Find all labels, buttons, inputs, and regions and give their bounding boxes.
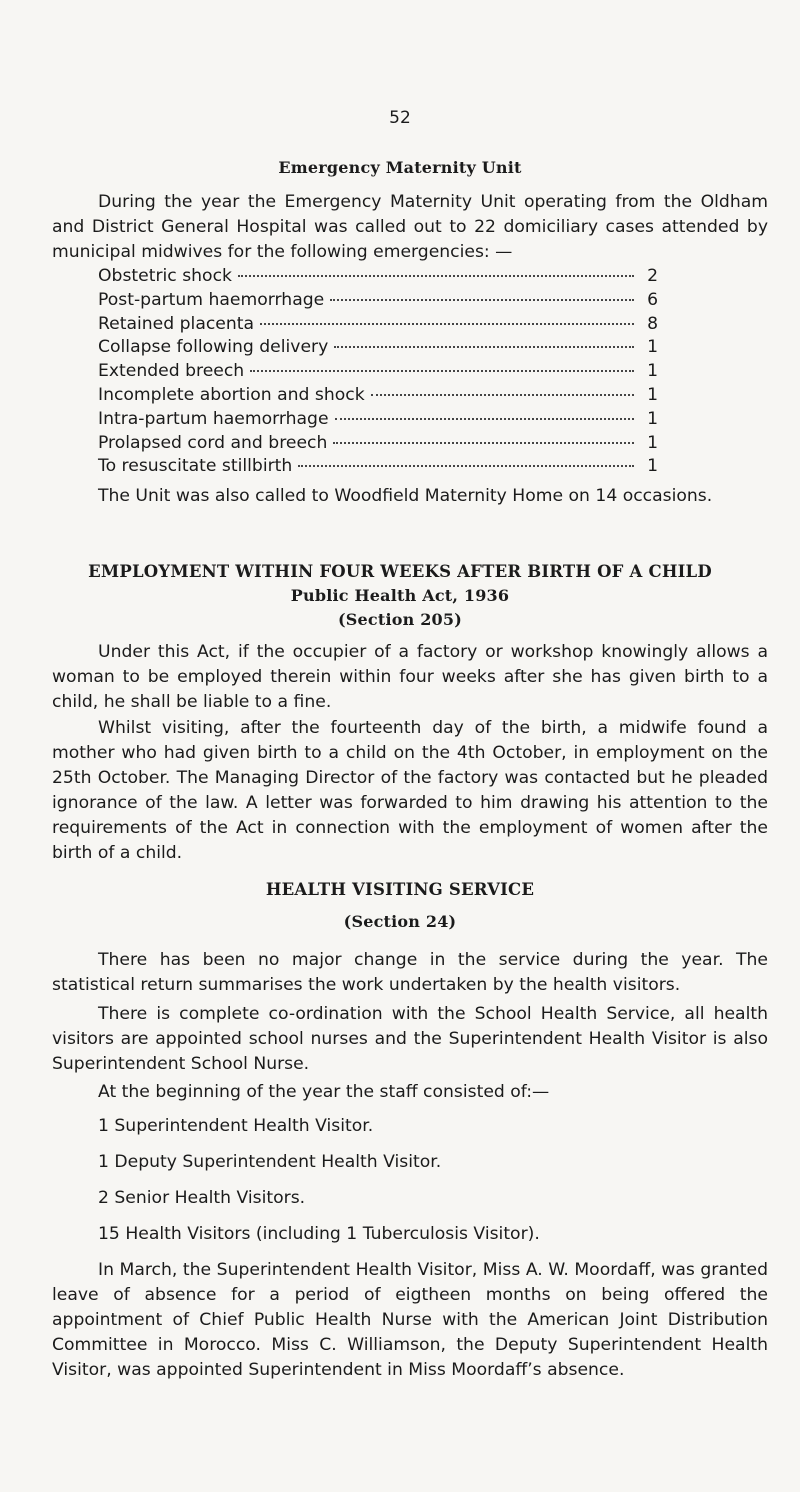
employment-para-1: Under this Act, if the occupier of a factory or workshop knowingly allows a woman to be employed therein within four weeks after she has given birth to a child, he shall be liable to a fine. <box>52 642 768 712</box>
list-item: Post-partum haemorrhage 6 <box>98 289 658 310</box>
hv-para-1: There has been no major change in the service during the year. The statistical return summarises the work undertaken by the health visitors. <box>52 950 768 995</box>
list-item: Prolapsed cord and breech 1 <box>98 432 658 453</box>
employment-heading: EMPLOYMENT WITHIN FOUR WEEKS AFTER BIRTH OF A CHILD <box>88 562 712 581</box>
page-number: 52 <box>389 108 411 128</box>
list-item: Incomplete abortion and shock 1 <box>98 384 658 405</box>
emu-intro: During the year the Emergency Maternity Unit operating from the Oldham and District General Hospital was called out to 22 domiciliary cases attended by municipal midwives for the following emergencies: — <box>52 192 768 262</box>
hv-para-2: There is complete co-ordination with the School Health Service, all health visitors are appointed school nurses and the Superintendent Health Visitor is also Superintendent School Nurse. <box>52 1004 768 1074</box>
health-visiting-section: (Section 24) <box>343 912 457 931</box>
list-item: Obstetric shock 2 <box>98 266 658 286</box>
emu-closing: The Unit was also called to Woodfield Maternity Home on 14 occasions. <box>98 486 713 506</box>
staff-item: 1 Deputy Superintendent Health Visitor. <box>98 1152 442 1172</box>
list-item: Extended breech 1 <box>98 361 658 382</box>
hv-para-4: In March, the Superintendent Health Visitor, Miss A. W. Moordaff, was granted leave of absence for a period of eigtheen months on being offered the appointment of Chief Public Health Nurse with the American Joint Distribution Committee in Morocco. Miss C. Williamson, the Deputy Superintendent Health Visitor, was appointed Superintendent in Miss Moordaff’s absence. <box>52 1260 768 1380</box>
staff-item: 15 Health Visitors (including 1 Tuberculosis Visitor). <box>98 1224 540 1244</box>
list-item: To resuscitate stillbirth 1 <box>98 456 658 477</box>
list-item: Collapse following delivery 1 <box>98 337 658 358</box>
staff-item: 2 Senior Health Visitors. <box>98 1188 306 1208</box>
employment-act: Public Health Act, 1936 <box>290 586 510 605</box>
emu-heading: Emergency Maternity Unit <box>278 158 522 177</box>
employment-section: (Section 205) <box>338 610 462 629</box>
hv-para-3: At the beginning of the year the staff consisted of:— <box>98 1082 550 1102</box>
list-item: Retained placenta 8 <box>98 313 658 334</box>
employment-para-2: Whilst visiting, after the fourteenth day of the birth, a midwife found a mother who had given birth to a child on the 4th October, in employment on the 25th October. The Managing Director of the factory was contacted but he pleaded ignorance of the law. A letter was forwarded to him drawing his attention to the requirements of the Act in connection with the employment of women after the birth of a child. <box>52 718 768 863</box>
staff-item: 1 Superintendent Health Visitor. <box>98 1116 374 1136</box>
emergency-list <box>98 266 658 480</box>
health-visiting-heading: HEALTH VISITING SERVICE <box>265 880 535 899</box>
list-item: Intra-partum haemorrhage 1 <box>98 408 658 429</box>
